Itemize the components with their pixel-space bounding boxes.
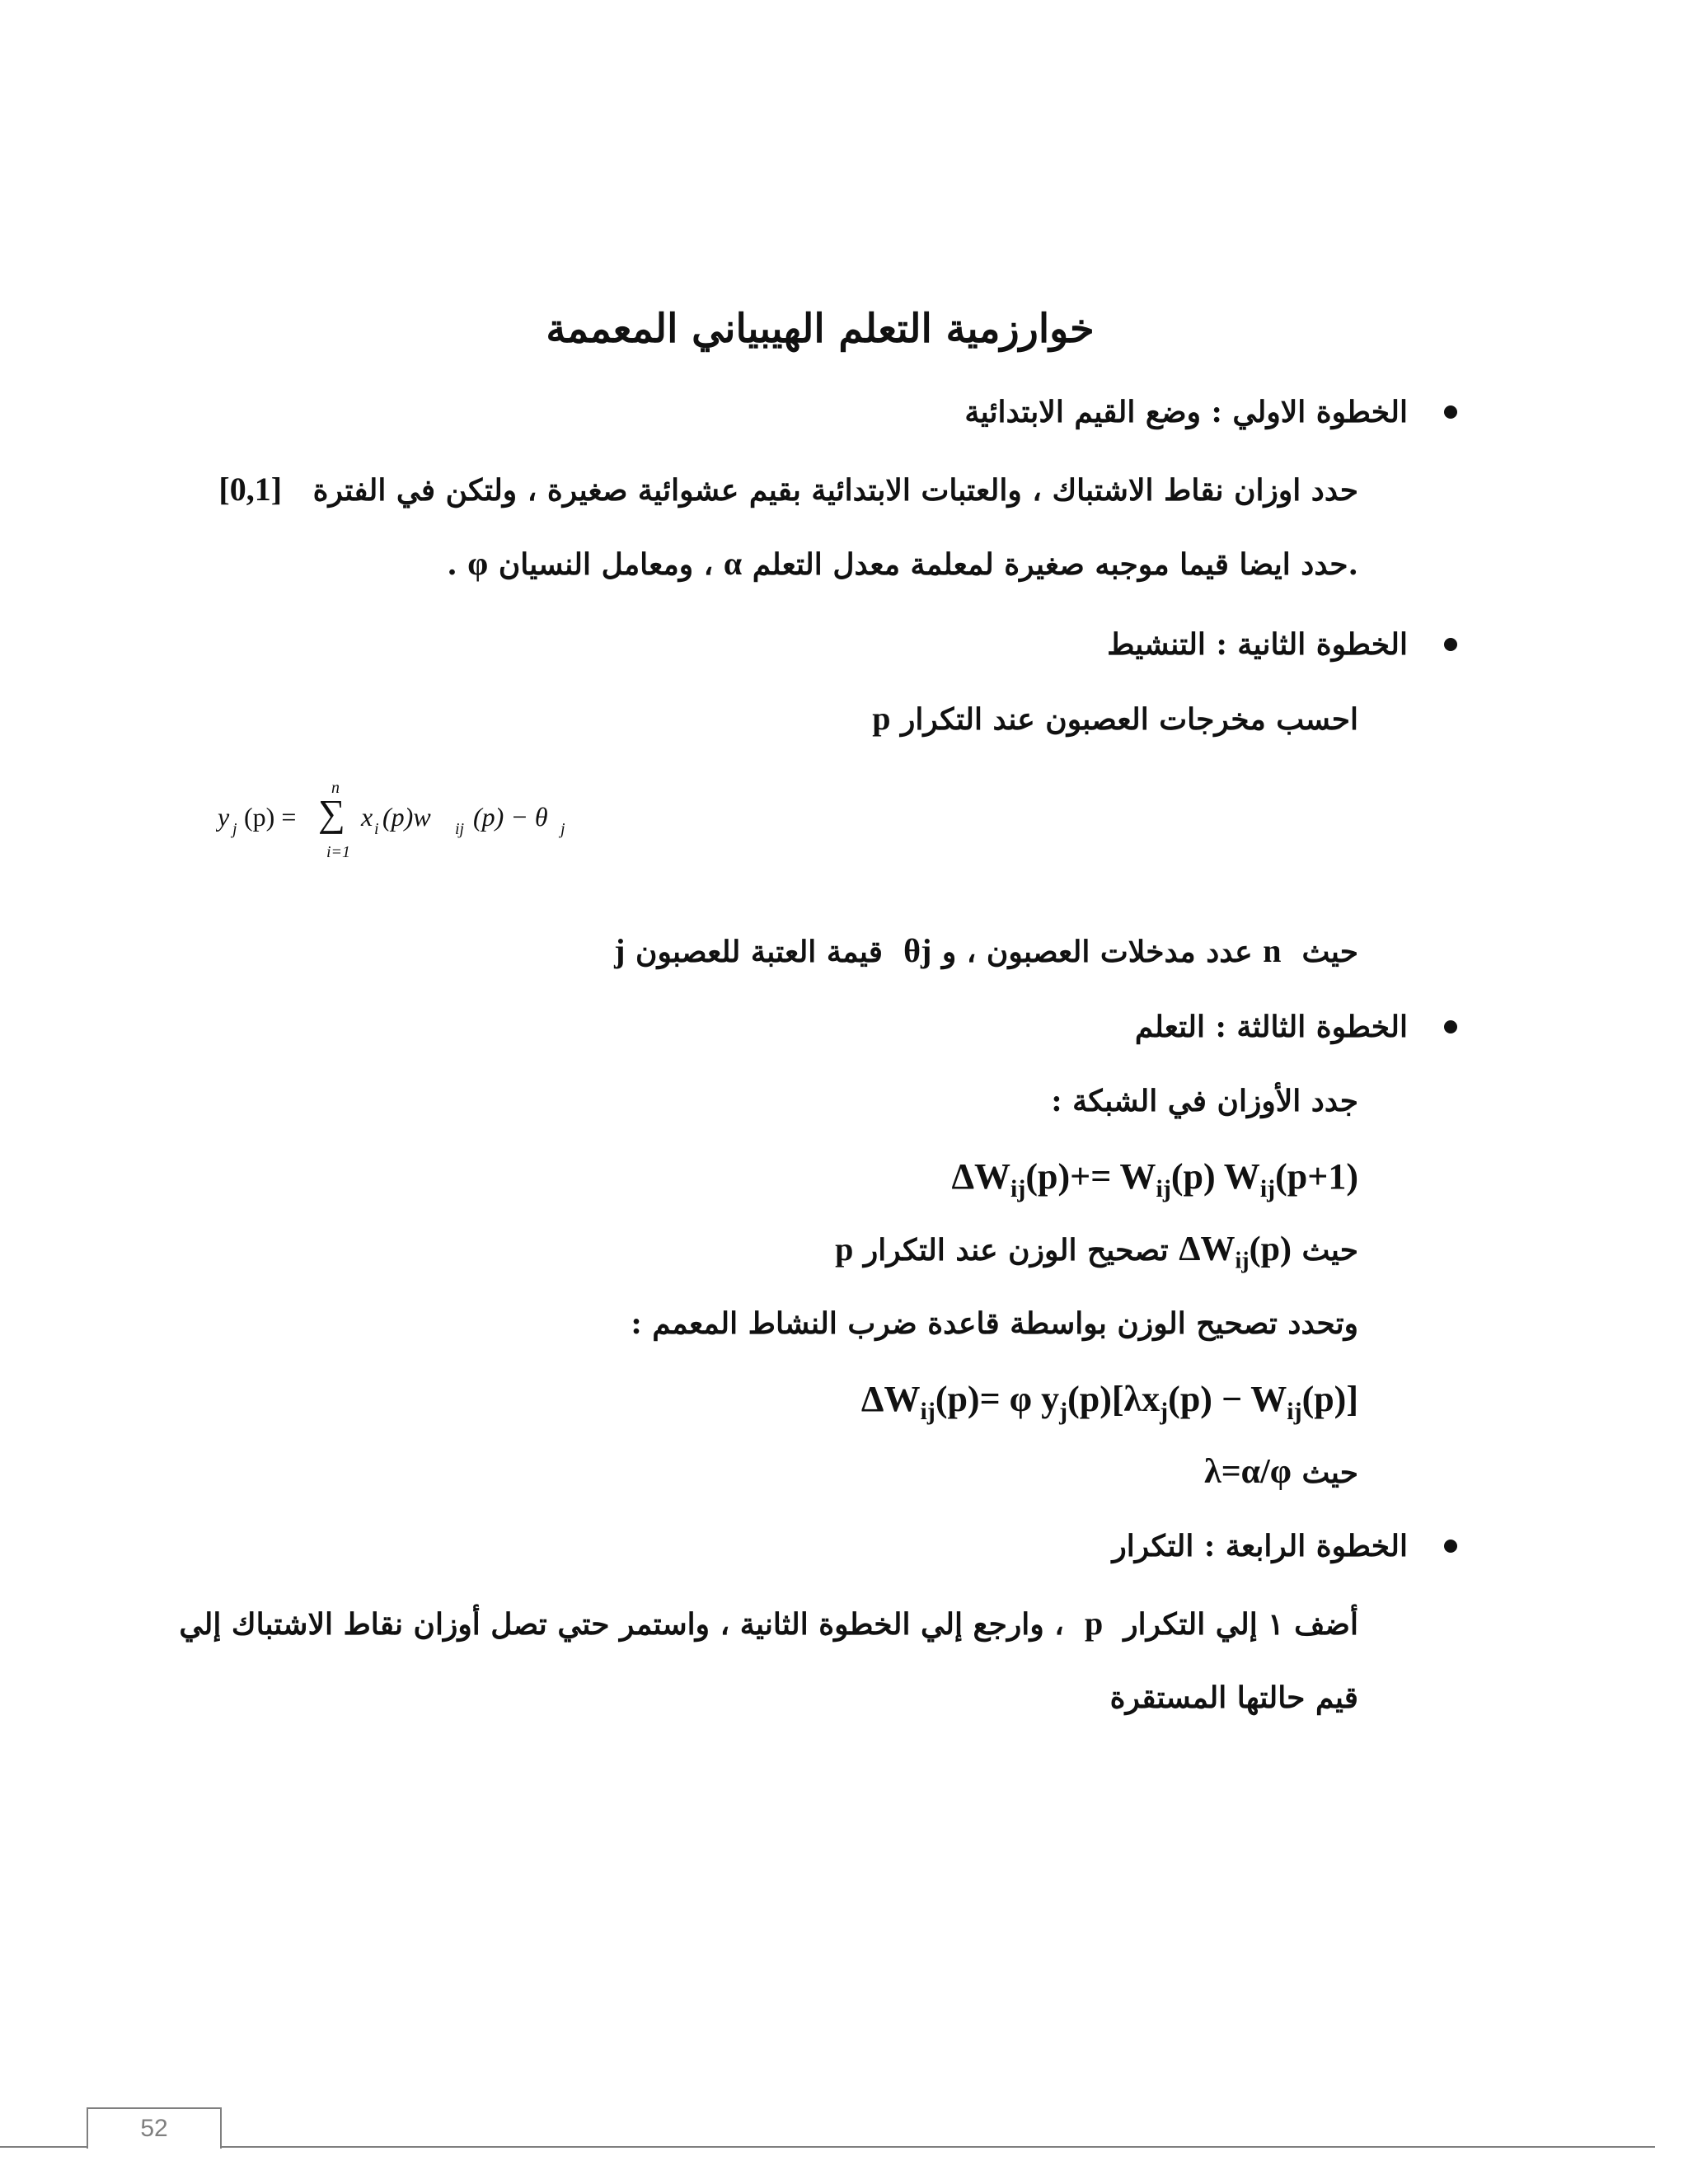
eq2-part4: (p) − W: [1168, 1379, 1287, 1419]
step3-line3-text: وتحدد تصحيح الوزن بواسطة قاعدة ضرب النشاط المعمم :: [631, 1306, 1358, 1341]
step2-heading: [1107, 620, 1408, 669]
n-symbol: n: [1263, 932, 1282, 969]
step4-line2: [1110, 1673, 1358, 1722]
eq1-sub1: ij: [1010, 1175, 1026, 1202]
formula-term1: x: [361, 802, 373, 832]
generalized-activity-rule: [861, 1373, 1358, 1438]
eq2-part2: (p)= φ y: [935, 1379, 1060, 1419]
eq1-part3: (p) W: [1170, 1156, 1260, 1197]
eq1-sub3: ij: [1259, 1175, 1276, 1202]
weight-update-equation: [951, 1151, 1358, 1216]
formula-term1-sub: i: [374, 820, 379, 838]
step3-heading: [1135, 1002, 1408, 1052]
p-symbol: p: [1084, 1605, 1104, 1642]
bullet-icon: [1444, 1020, 1457, 1033]
eq1-part2: (p)+= W: [1025, 1156, 1156, 1197]
p-symbol: p: [872, 700, 891, 737]
footer-rule-left: [0, 2146, 87, 2148]
eq2-part5: (p)]: [1301, 1379, 1358, 1419]
step2-line1: [872, 694, 1358, 744]
step2-heading-text: الخطوة الثانية : التنشيط: [1107, 627, 1408, 662]
step3-line1-text: جدد الأوزان في الشبكة :: [1051, 1084, 1358, 1118]
step4-line1: [179, 1599, 1358, 1649]
step1-line2-text-a: .حدد ايضا قيما موجبه صغيرة لمعلمة معدل التعلم: [752, 547, 1358, 582]
sigma-icon: ∑: [318, 792, 345, 834]
delta-w-sub: ij: [1235, 1248, 1250, 1274]
bullet-icon: [1444, 638, 1457, 651]
step4-heading-text: الخطوة الرابعة : التكرار: [1112, 1529, 1408, 1563]
step1-line1-text: حدد اوزان نقاط الاشتباك ، والعتبات الابتدائية بقيم عشوائية صغيرة ، ولتكن في الفترة: [312, 473, 1358, 508]
step3-line2-b: تصحيح الوزن عند التكرار: [863, 1233, 1169, 1268]
step1-line2: [447, 539, 1358, 589]
bullet-icon: [1444, 1540, 1457, 1553]
lambda-text: حيث: [1301, 1455, 1358, 1490]
step3-line3: [631, 1299, 1358, 1348]
step3-line1: [1051, 1076, 1358, 1126]
eq1-sub2: ij: [1156, 1175, 1171, 1202]
eq1-part1: ΔW: [951, 1156, 1011, 1197]
step2-where-line: [614, 926, 1358, 977]
step1-heading: [964, 387, 1408, 437]
step3-heading-text: الخطوة الثالثة : التعلم: [1134, 1010, 1408, 1044]
activation-formula: [216, 775, 595, 865]
phi-symbol: φ: [467, 545, 489, 582]
j-symbol: j: [614, 932, 626, 969]
formula-term3-sub: j: [560, 820, 565, 838]
eq2-sub1: ij: [920, 1398, 935, 1425]
delta-w-arg: (p): [1249, 1230, 1292, 1268]
formula-sum-upper: n: [331, 779, 340, 797]
page-title: خوارزمية التعلم الهيبياني المعممة: [546, 306, 1095, 352]
bullet-icon: [1444, 405, 1457, 419]
eq2-part3: (p)[λx: [1067, 1379, 1160, 1419]
eq1-part4: (p+1): [1275, 1156, 1358, 1197]
eq2-part1: ΔW: [860, 1379, 921, 1419]
where-text-a: حيث: [1301, 935, 1358, 969]
delta-weight: [1179, 1230, 1292, 1274]
step4-line1-a: أضف ١ إلي التكرار: [1123, 1607, 1358, 1642]
page-number: 52: [87, 2107, 222, 2149]
eq2-sub4: ij: [1287, 1398, 1302, 1425]
formula-arg: (p) =: [244, 802, 297, 832]
formula-lhs: y: [218, 802, 230, 832]
p-symbol: p: [835, 1230, 854, 1268]
footer-rule-right: [218, 2146, 1655, 2148]
lambda-equation: λ=α/φ: [1204, 1453, 1292, 1491]
where-text-c: قيمة العتبة للعصبون: [635, 935, 884, 969]
interval-value: [0,1]: [218, 471, 283, 508]
step4-line1-b: ، وارجع إلي الخطوة الثانية ، واستمر حتي تصل أوزان نقاط الاشتباك إلي: [179, 1607, 1064, 1642]
eq2-sub3: j: [1160, 1398, 1169, 1425]
formula-sum-lower: i=1: [326, 843, 351, 861]
delta-w: ΔW: [1179, 1230, 1236, 1268]
step4-heading: [1112, 1521, 1408, 1571]
theta-symbol: θj: [903, 932, 932, 969]
formula-term2: (p)w: [382, 802, 431, 832]
eq2-sub2: j: [1059, 1398, 1068, 1425]
step3-line2-a: حيث: [1301, 1233, 1358, 1268]
step1-heading-text: الخطوة الاولي : وضع القيم الابتدائية: [964, 395, 1408, 429]
step2-line1-text: احسب مخرجات العصبون عند التكرار: [900, 702, 1358, 737]
formula-lhs-sub: j: [232, 820, 237, 838]
formula-term3: (p) − θ: [473, 802, 548, 832]
lambda-line: [1204, 1447, 1358, 1497]
step4-line2-text: قيم حالتها المستقرة: [1109, 1680, 1358, 1715]
where-text-b: عدد مدخلات العصبون ، و: [941, 935, 1253, 969]
step1-line2-end: .: [447, 547, 457, 582]
formula-term2-sub: ij: [455, 820, 465, 838]
alpha-symbol: α: [723, 545, 743, 582]
step1-line1: [218, 465, 1358, 515]
step3-line2: [835, 1225, 1358, 1286]
step1-line2-text-b: ، ومعامل النسيان: [498, 547, 714, 582]
